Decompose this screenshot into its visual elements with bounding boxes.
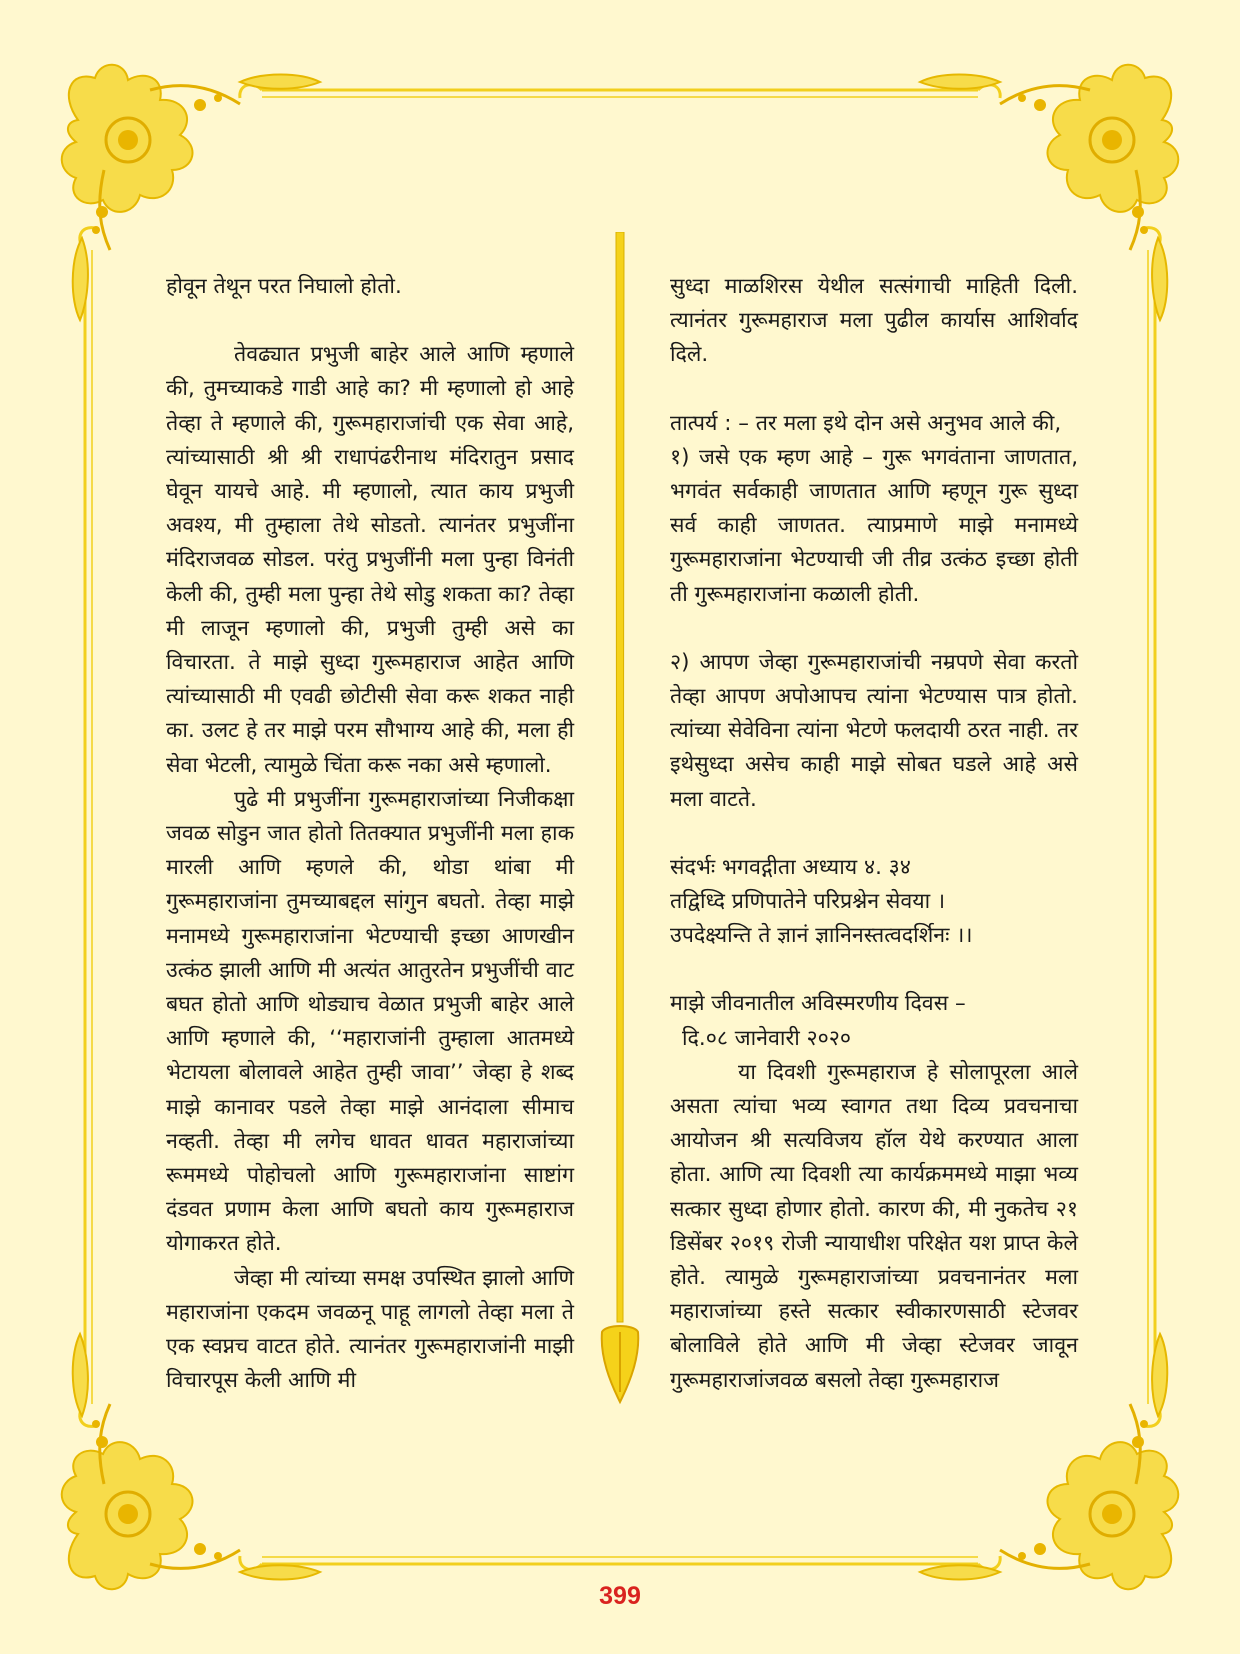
section-date: दि.०८ जानेवारी २०२० [682, 1025, 852, 1051]
paragraph: होवून तेथून परत निघालो होतो. [166, 274, 402, 299]
paragraph: जेव्हा मी त्यांच्या समक्ष उपस्थित झालो आणि महाराजांना एकदम जवळनू पाहू लागलो तेव्हा मला ते एक स्वप्नच वाटत होते. त्यानंतर गुरूमहाराजांनी माझी विचारपूस केली आणि मी [166, 1265, 574, 1394]
page-number: 399 [599, 1582, 641, 1610]
reference-citation: संदर्भः भगवद्गीता अध्याय ४. ३४ [670, 854, 911, 880]
paragraph: या दिवशी गुरूमहाराज हे सोलापूरला आले असता त्यांचा भव्य स्वागत तथा दिव्य प्रवचनाचा आयोजन श्री सत्यविजय हॉल येथे करण्यात आला होता. आणि त्या दिवशी त्या कार्यक्रममध्ये माझा भव्य सत्कार सुध्दा होणार होतो. कारण की, मी नुकतेच २१ डिसेंबर २०१९ रोजी न्यायाधीश परिक्षेत यश प्राप्त केले होते. त्यामुळे गुरूमहाराजांच्या प्रवचनानंतर मला महाराजांच्या हस्ते सत्कार स्वीकारणसाठी स्टेजवर बोलाविले होते आणि मी जेव्हा स्टेजवर जावून गुरूमहाराजांजवळ बसलो तेव्हा गुरूमहाराज [670, 1059, 1078, 1393]
paragraph: पुढे मी प्रभुजींना गुरूमहाराजांच्या निजीकक्षा जवळ सोडुन जात होतो तितक्यात प्रभुजींनी मला हाक मारली आणि म्हणले की, थोडा थांबा मी गुरूमहाराजांना तुमच्याबद्दल सांगुन बघतो. तेव्हा माझे मनामध्ये गुरूमहाराजांना भेटण्याची इच्छा आणखीन उत्कंठ झाली आणि मी अत्यंत आतुरतेन प्रभुजींची वाट बघत होतो आणि थोड्याच वेळात प्रभुजी बाहेर आले आणि म्हणाले की, ‘‘महाराजांनी तुम्हाला आतमध्ये भेटायला बोलावले आहेत तुम्ही जावा’’ जेव्हा हे शब्द माझे कानावर पडले तेव्हा माझे आनंदाला सीमाच नव्हती. तेव्हा मी लगेच धावत धावत महाराजांच्या रूममध्ये पोहोचलो आणि गुरूमहाराजांना साष्टांग दंडवत प्रणाम केला आणि बघतो काय गुरूमहाराज योगाकरत होते. [166, 786, 574, 1257]
column-divider [596, 232, 644, 1442]
paragraph: सुध्दा माळशिरस येथील सत्संगाची माहिती दिली. त्यानंतर गुरूमहाराज मला पुढील कार्यास आशिर्वाद दिले. [670, 274, 1078, 368]
section-heading: माझे जीवनातील अविस्मरणीय दिवस – [670, 991, 966, 1017]
sanskrit-verse-line: तद्विध्दि प्रणिपातेने परिप्रश्नेन सेवया । [670, 889, 946, 915]
paragraph: तात्पर्य : – तर मला इथे दोन असे अनुभव आले की, [670, 410, 1062, 436]
left-column [166, 270, 574, 1399]
right-column [670, 270, 1078, 1398]
paragraph: १) जसे एक म्हण आहे – गुरू भगवंताना जाणतात, भगवंत सर्वकाही जाणतात आणि म्हणून गुरू सुध्दा सर्व काही जाणतत. त्याप्रमाणे माझे मनामध्ये गुरूमहाराजांना भेटण्याची जी तीव्र उत्कंठ इच्छा होती ती गुरूमहाराजांना कळाली होती. [670, 444, 1078, 607]
paragraph: तेवढ्यात प्रभुजी बाहेर आले आणि म्हणाले की, तुमच्याकडे गाडी आहे का? मी म्हणालो हो आहे तेव्हा ते म्हणाले की, गुरूमहाराजांची एक सेवा आहे, त्यांच्यासाठी श्री श्री राधापंढरीनाथ मंदिरातुन प्रसाद घेवून यायचे आहे. मी म्हणालो, त्यात काय प्रभुजी अवश्य, मी तुम्हाला तेथे सोडतो. त्यानंतर प्रभुजींना मंदिराजवळ सोडल. परंतु प्रभुजींनी मला पुन्हा विनंती केली की, तुम्ही मला पुन्हा तेथे सोडु शकता का? तेव्हा मी लाजून म्हणालो की, प्रभुजी तुम्ही असे का विचारता. ते माझे सुध्दा गुरूमहाराज आहेत आणि त्यांच्यासाठी मी एवढी छोटीसी सेवा करू शकत नाही का. उलट हे तर माझे परम सौभाग्य आहे की, मला ही सेवा भेटली, त्यामुळे चिंता करू नका असे म्हणालो. [166, 342, 574, 778]
paragraph: २) आपण जेव्हा गुरूमहाराजांची नम्रपणे सेवा करतो तेव्हा आपण अपोआपच त्यांना भेटण्यास पात्र होतो. त्यांच्या सेवेविना त्यांना भेटणे फलदायी ठरत नाही. तर इथेसुध्दा असेच काही माझे सोबत घडले आहे असे मला वाटते. [670, 649, 1078, 812]
sanskrit-verse-line: उपदेक्ष्यन्ति ते ज्ञानं ज्ञानिनस्तत्वदर्शिनः ।। [670, 923, 973, 949]
